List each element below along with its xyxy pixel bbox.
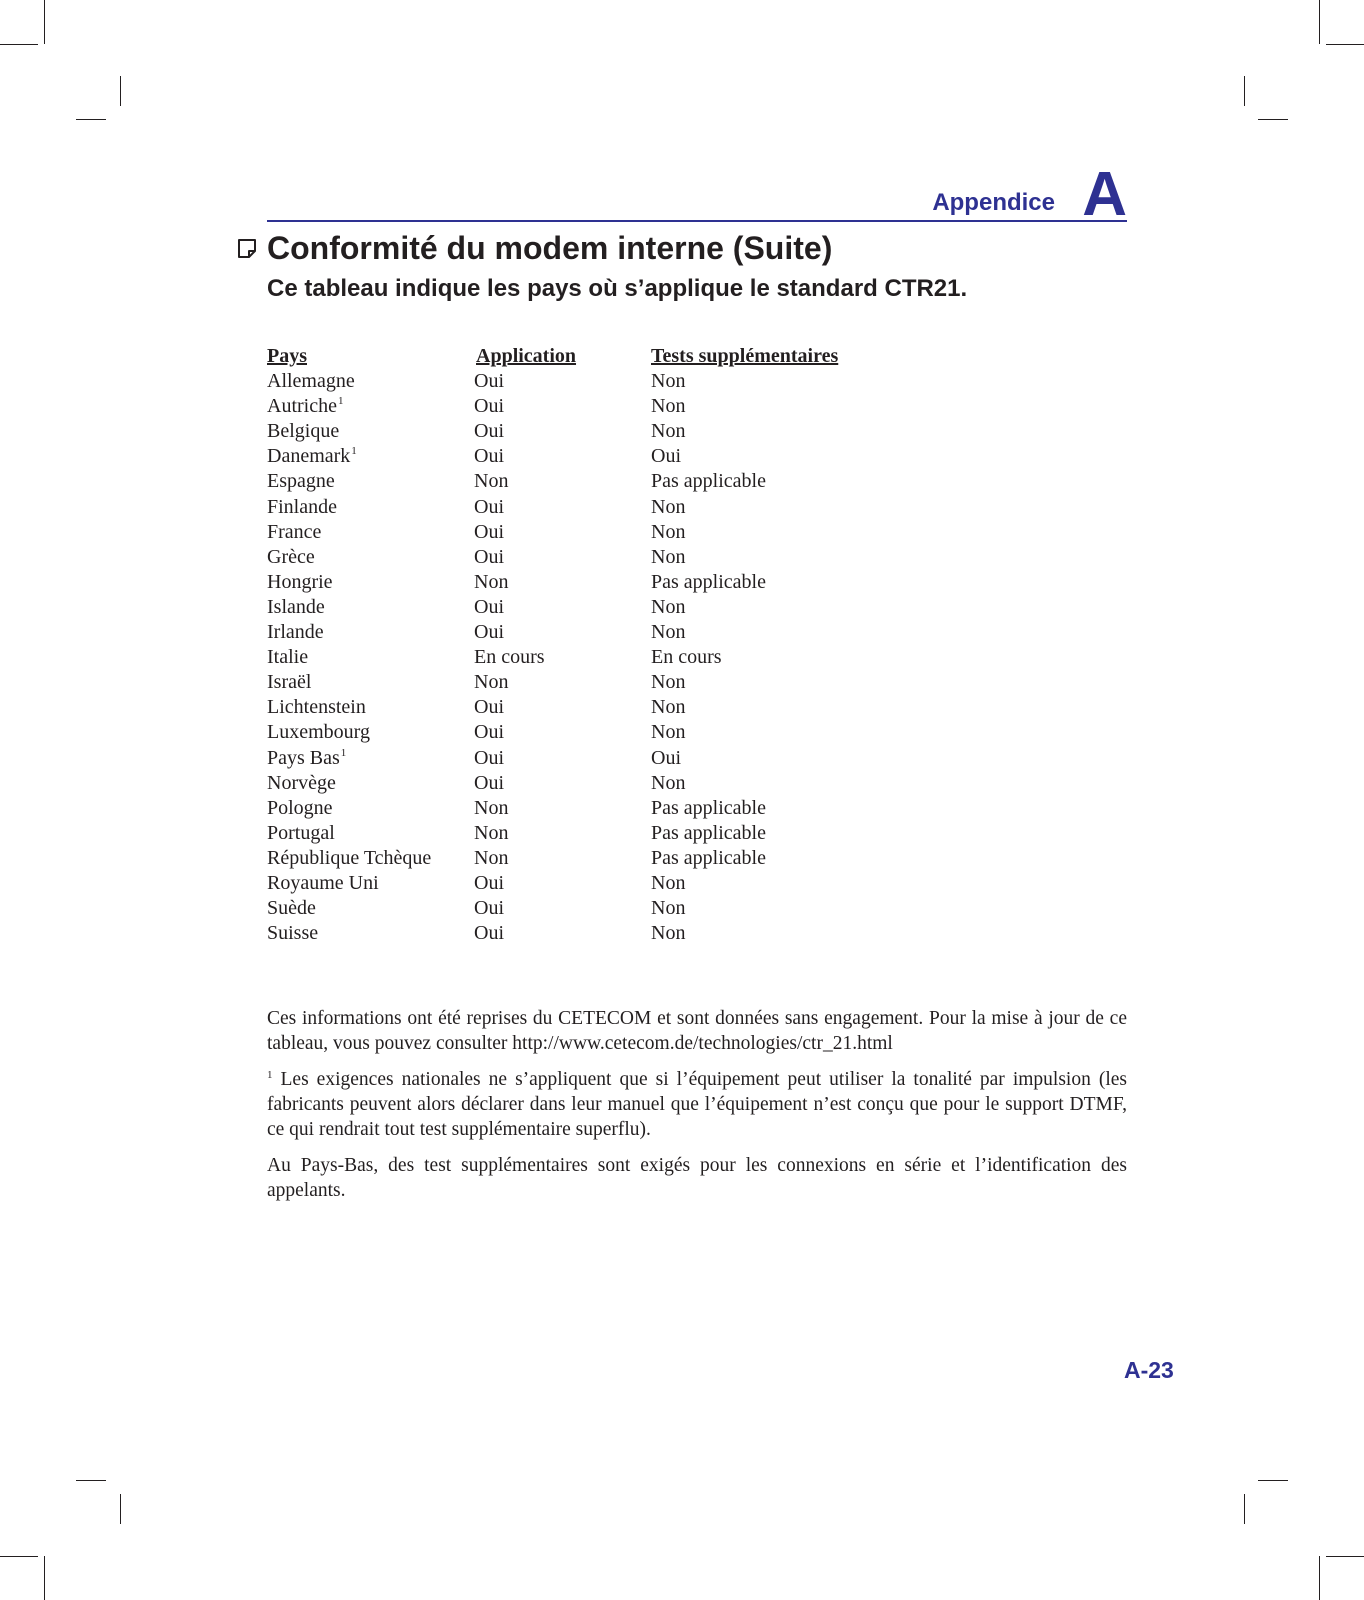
application-cell: Non	[474, 470, 509, 493]
country-name: Hongrie	[267, 570, 333, 593]
country-cell	[267, 796, 333, 821]
tests-cell: Non	[651, 621, 686, 644]
country-cell	[267, 670, 311, 695]
appendix-header	[267, 150, 1127, 229]
tests-cell: Non	[651, 671, 686, 694]
crop-mark	[1258, 119, 1288, 120]
country-name: Suisse	[267, 922, 319, 945]
table-row	[267, 771, 967, 796]
application-cell: Non	[474, 570, 509, 593]
tests-cell: Pas applicable	[651, 570, 766, 593]
tests-cell: Non	[651, 721, 686, 744]
footnote-text: Les exigences nationales ne s’appliquent que si l’équipement peut utiliser la tonalité par impulsion (les fabricants peuvent alors déclarer dans leur manuel que l’équipement n’est conçu que pour le support DTMF, ce qui rendrait tout test supplémentaire superflu).	[267, 1069, 1127, 1140]
table-row	[267, 469, 967, 494]
tests-cell: Non	[651, 922, 686, 945]
ctr21-table	[267, 344, 967, 946]
country-name: France	[267, 520, 322, 543]
application-cell: Non	[474, 671, 509, 694]
table-header-row	[267, 344, 967, 369]
crop-mark	[1244, 1494, 1245, 1524]
crop-mark	[76, 119, 106, 120]
table-row	[267, 871, 967, 896]
country-cell	[267, 746, 346, 771]
table-row	[267, 796, 967, 821]
footnote-ref: 1	[340, 746, 347, 759]
country-name: Grèce	[267, 545, 315, 568]
table-row	[267, 645, 967, 670]
country-cell	[267, 545, 315, 570]
country-cell	[267, 444, 357, 469]
crop-mark	[1319, 1556, 1320, 1600]
tests-cell: Non	[651, 395, 686, 418]
tests-cell: Non	[651, 897, 686, 920]
table-row	[267, 695, 967, 720]
country-name: Suède	[267, 897, 316, 920]
source-note: Ces informations ont été reprises du CETECOM et sont données sans engagement. Pour la mise à jour de ce tableau, vous pouvez consulter http://www.cetecom.de/technologies/ctr_21.html	[267, 1008, 1127, 1054]
country-name: Pologne	[267, 796, 333, 819]
column-header-country: Pays	[267, 345, 307, 367]
application-cell: Oui	[474, 595, 504, 618]
table-row	[267, 670, 967, 695]
appendix-label: Appendice	[932, 189, 1055, 216]
table-row	[267, 394, 967, 419]
country-cell	[267, 520, 321, 545]
tests-cell: Non	[651, 420, 686, 443]
table-row	[267, 821, 967, 846]
application-cell: Oui	[474, 495, 504, 518]
application-cell: Oui	[474, 395, 504, 418]
tests-cell: Pas applicable	[651, 470, 766, 493]
table-row	[267, 595, 967, 620]
footnote-marker: 1	[267, 1069, 273, 1081]
tests-cell: Oui	[651, 746, 681, 769]
section-title: Conformité du modem interne (Suite)	[267, 230, 833, 266]
table-row	[267, 720, 967, 745]
country-name: Pays Bas	[267, 746, 340, 769]
appendix-letter: A	[1082, 160, 1127, 229]
crop-mark	[1326, 1556, 1364, 1557]
application-cell: Oui	[474, 545, 504, 568]
country-name: Luxembourg	[267, 721, 370, 744]
country-name: République Tchèque	[267, 846, 432, 869]
application-cell: Oui	[474, 370, 504, 393]
country-name: Autriche	[267, 395, 337, 418]
footnote-ref: 1	[351, 445, 357, 458]
table-row	[267, 846, 967, 871]
application-cell: Oui	[474, 721, 504, 744]
tests-cell: Non	[651, 495, 686, 518]
tests-cell: Non	[651, 520, 686, 543]
column-header-tests: Tests supplémentaires	[651, 345, 839, 367]
country-cell	[267, 771, 336, 796]
tests-cell: Non	[651, 871, 686, 894]
country-cell	[267, 896, 316, 921]
application-cell: Oui	[474, 621, 504, 644]
tests-cell: Non	[651, 696, 686, 719]
application-cell: Non	[474, 796, 509, 819]
table-row	[267, 746, 967, 771]
crop-mark	[120, 76, 121, 106]
tests-cell: Pas applicable	[651, 821, 766, 844]
application-cell: Oui	[474, 520, 504, 543]
column-header-application: Application	[476, 345, 577, 367]
tests-cell: Non	[651, 545, 686, 568]
table-row	[267, 369, 967, 394]
country-cell	[267, 921, 318, 946]
application-cell: En cours	[474, 646, 545, 669]
country-name: Norvège	[267, 771, 336, 794]
tests-cell: En cours	[651, 646, 722, 669]
crop-mark	[1319, 0, 1320, 44]
table-row	[267, 444, 967, 469]
netherlands-note: Au Pays-Bas, des test supplémentaires sont exigés pour les connexions en série et l’identification des appelants.	[267, 1155, 1127, 1201]
country-name: Danemark	[267, 445, 351, 468]
note-icon	[237, 238, 257, 260]
tests-cell: Oui	[651, 445, 681, 468]
country-cell	[267, 695, 366, 720]
crop-mark	[1258, 1480, 1288, 1481]
country-name: Royaume Uni	[267, 871, 379, 894]
application-cell: Oui	[474, 696, 504, 719]
table-row	[267, 419, 967, 444]
table-body	[267, 369, 967, 946]
crop-mark	[44, 0, 45, 44]
table-row	[267, 495, 967, 520]
table-row	[267, 520, 967, 545]
application-cell: Non	[474, 846, 509, 869]
country-cell	[267, 645, 308, 670]
country-cell	[267, 469, 335, 494]
country-cell	[267, 821, 335, 846]
crop-mark	[0, 1556, 38, 1557]
country-cell	[267, 419, 339, 444]
country-cell	[267, 570, 333, 595]
tests-cell: Non	[651, 771, 686, 794]
country-name: Italie	[267, 646, 309, 669]
country-cell	[267, 394, 343, 419]
crop-mark	[1326, 44, 1364, 45]
country-cell	[267, 620, 324, 645]
country-name: Espagne	[267, 470, 335, 493]
country-cell	[267, 846, 431, 871]
crop-mark	[76, 1480, 106, 1481]
tests-cell: Non	[651, 595, 686, 618]
country-name: Israël	[267, 671, 312, 694]
table-row	[267, 570, 967, 595]
country-name: Allemagne	[267, 370, 355, 393]
table-row	[267, 545, 967, 570]
crop-mark	[0, 44, 38, 45]
table-row	[267, 620, 967, 645]
application-cell: Non	[474, 821, 509, 844]
tests-cell: Pas applicable	[651, 846, 766, 869]
tests-cell: Non	[651, 370, 686, 393]
table-row	[267, 921, 967, 946]
country-cell	[267, 720, 370, 745]
crop-mark	[44, 1556, 45, 1600]
application-cell: Oui	[474, 771, 504, 794]
table-row	[267, 896, 967, 921]
footnote-paragraph	[267, 1067, 1127, 1142]
application-cell: Oui	[474, 897, 504, 920]
country-name: Lichtenstein	[267, 696, 366, 719]
country-cell	[267, 595, 325, 620]
tests-cell: Pas applicable	[651, 796, 766, 819]
section-subtitle: Ce tableau indique les pays où s’applique le standard CTR21.	[267, 275, 968, 302]
application-cell: Oui	[474, 420, 504, 443]
country-name: Islande	[267, 595, 325, 618]
country-name: Irlande	[267, 621, 324, 644]
country-name: Belgique	[267, 420, 340, 443]
footnote-ref: 1	[337, 395, 344, 408]
application-cell: Oui	[474, 445, 504, 468]
page-number: A-23	[1124, 1357, 1174, 1383]
country-name: Portugal	[267, 821, 335, 844]
country-cell	[267, 369, 355, 394]
application-cell: Oui	[474, 871, 504, 894]
application-cell: Oui	[474, 746, 504, 769]
country-name: Finlande	[267, 495, 337, 518]
crop-mark	[1244, 76, 1245, 106]
application-cell: Oui	[474, 922, 504, 945]
notes-section	[267, 1006, 1127, 1214]
crop-mark	[120, 1494, 121, 1524]
country-cell	[267, 871, 379, 896]
country-cell	[267, 495, 337, 520]
